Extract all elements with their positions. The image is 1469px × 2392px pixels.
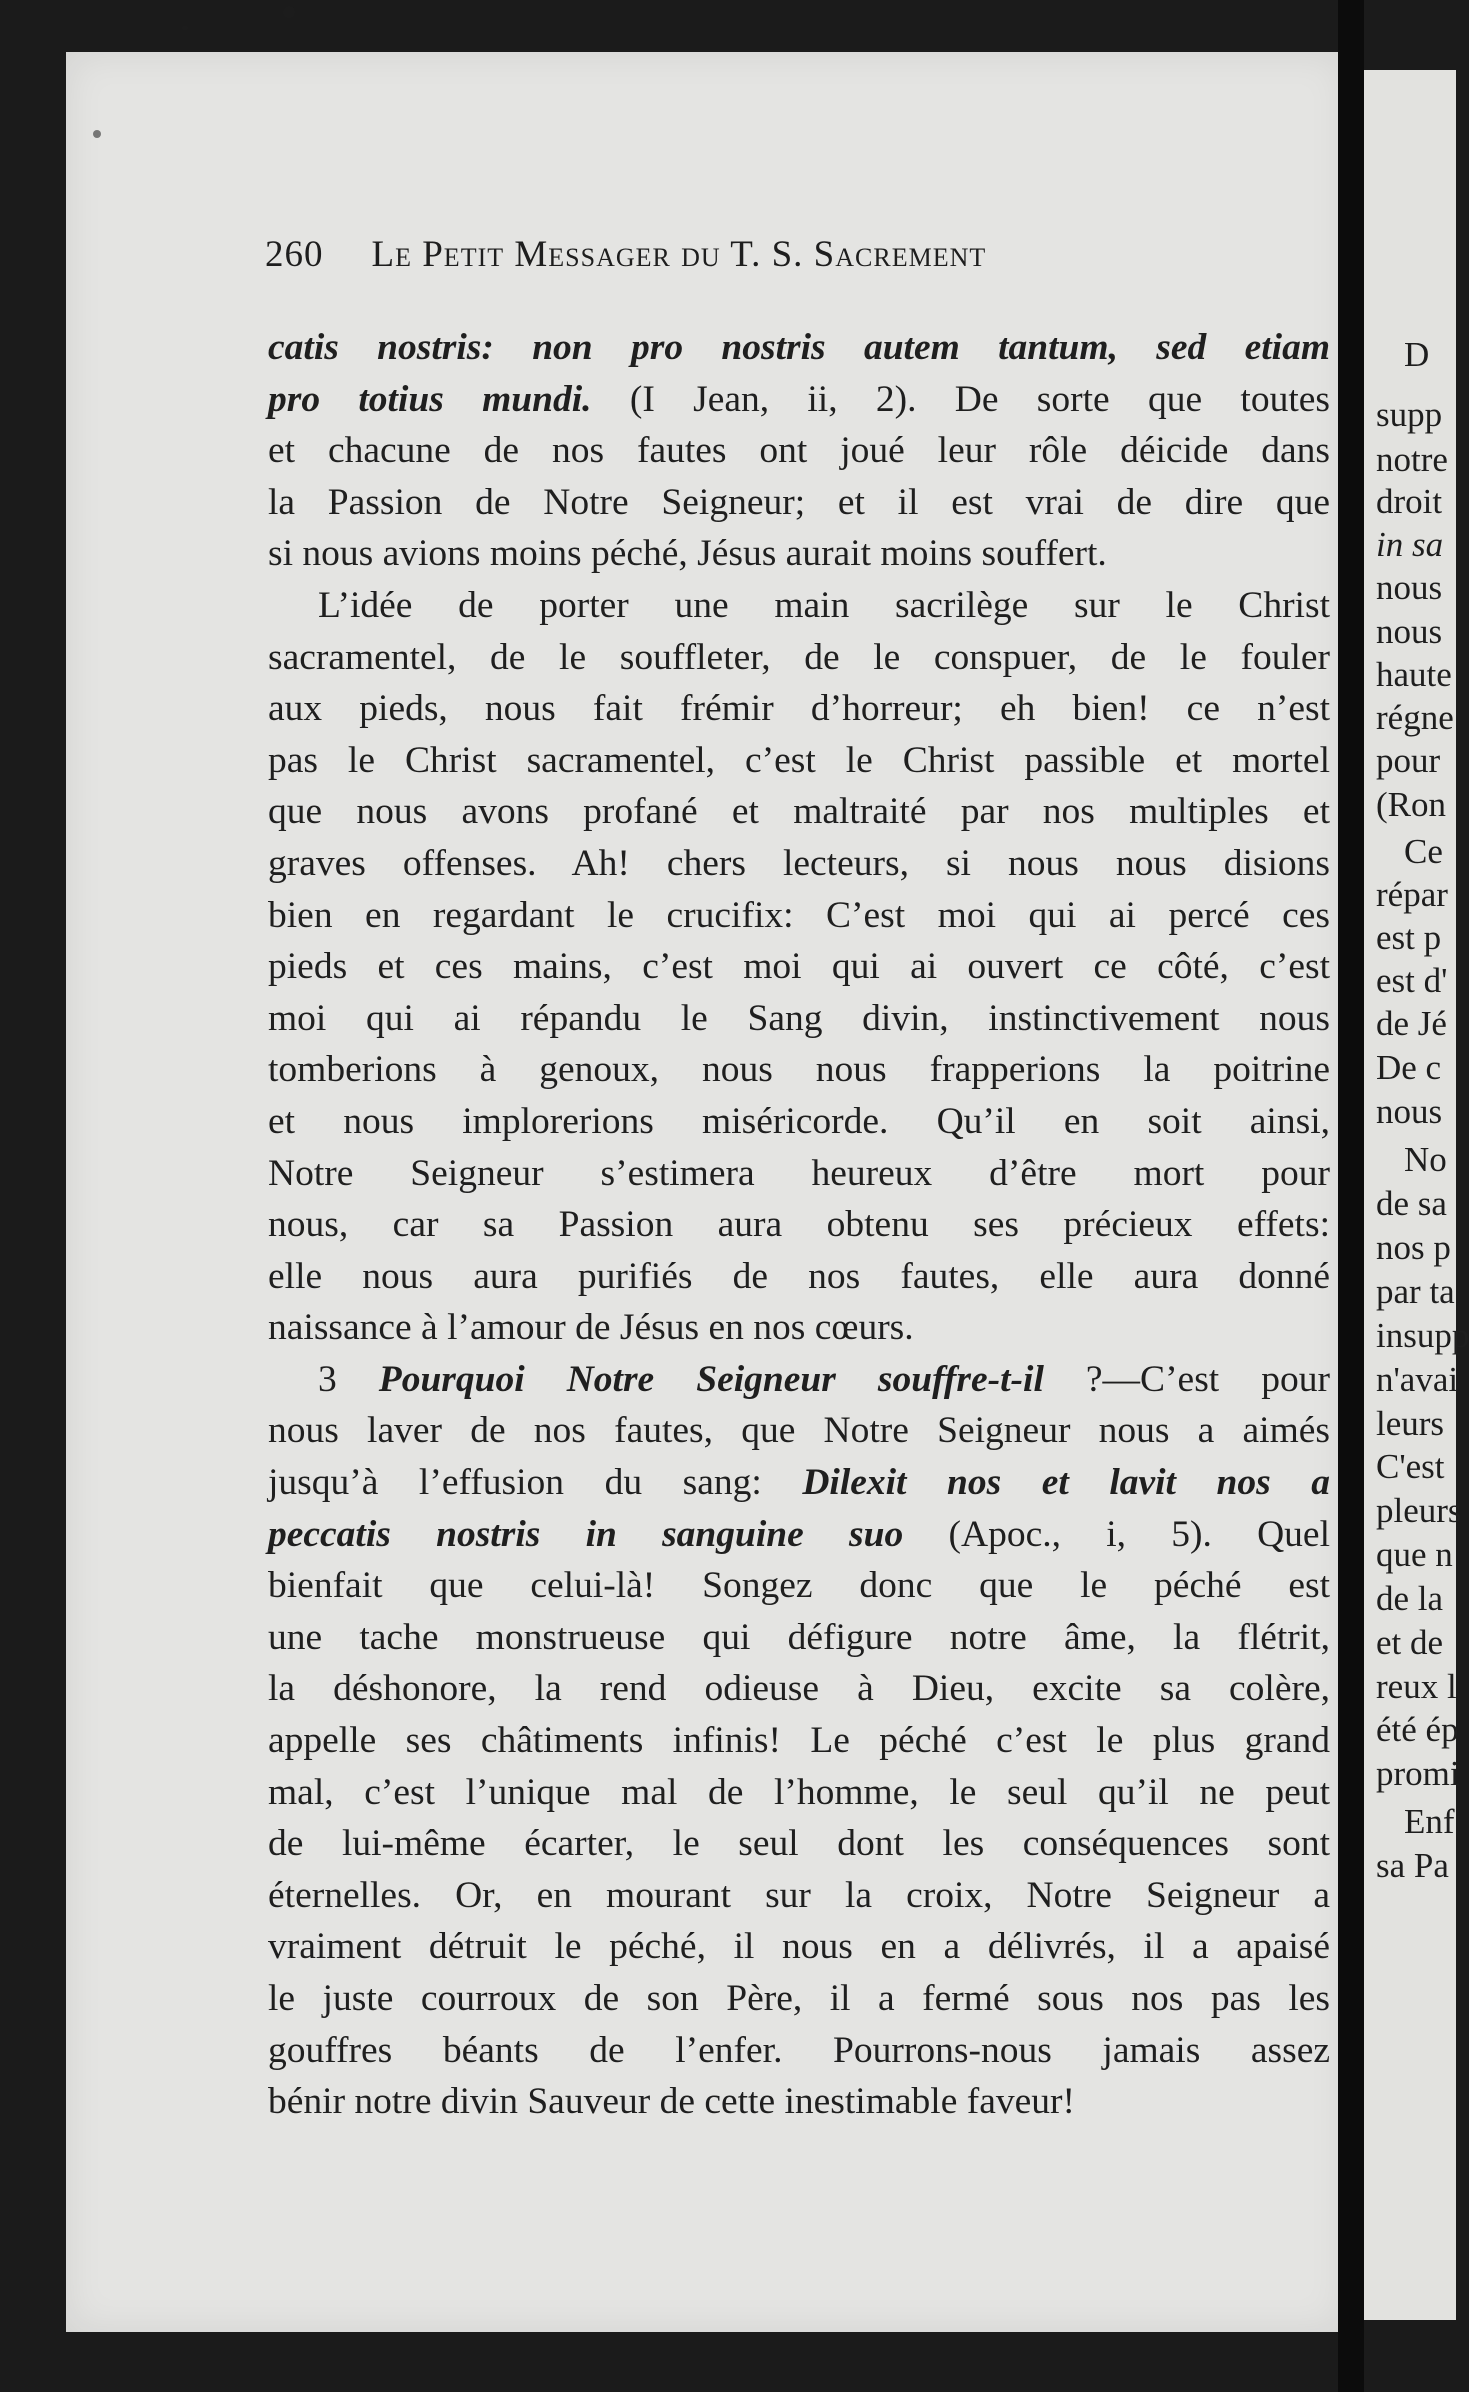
text-run: vraiment détruit le péché, il nous en a délivrés, il a apaisé xyxy=(268,1926,1330,1968)
facing-page-fragment: nous xyxy=(1376,568,1443,607)
italic-phrase: peccatis nostris in sanguine suo xyxy=(268,1513,904,1555)
facing-page-fragment: nous xyxy=(1376,612,1443,651)
facing-page-fragment: notre xyxy=(1376,440,1448,479)
text-line xyxy=(268,1354,1330,1406)
running-header xyxy=(265,233,986,276)
text-line xyxy=(268,1044,1330,1096)
facing-page-fragment: promi xyxy=(1376,1754,1460,1793)
facing-page-fragment: est d' xyxy=(1376,961,1448,1000)
ink-speck xyxy=(283,6,295,18)
facing-page-fragment: n'avai xyxy=(1376,1360,1459,1399)
facing-page-fragment: in sa xyxy=(1376,525,1444,564)
text-run: sacramentel, de le souffleter, de le conspuer, de le fouler xyxy=(268,636,1330,678)
text-run: naissance à l’amour de Jésus en nos cœurs. xyxy=(268,1307,914,1349)
ink-speck xyxy=(93,130,101,138)
text-line xyxy=(268,941,1330,993)
text-run: moi qui ai répandu le Sang divin, instinctivement nous xyxy=(268,997,1330,1039)
text-line xyxy=(268,1663,1330,1715)
facing-page-fragment: leurs xyxy=(1376,1404,1445,1443)
text-line xyxy=(268,735,1330,787)
facing-page-edge xyxy=(1364,70,1469,2320)
facing-page-fragment: Ce xyxy=(1404,832,1443,871)
text-line xyxy=(268,322,1330,374)
text-run: la déshonore, la rend odieuse à Dieu, excite sa colère, xyxy=(268,1668,1330,1710)
text-line xyxy=(268,425,1330,477)
facing-page-fragment: supp xyxy=(1376,395,1443,434)
text-line xyxy=(268,1921,1330,1973)
facing-page-fragment: de Jé xyxy=(1376,1004,1447,1043)
text-run: mal, c’est l’unique mal de l’homme, le seul qu’il ne peut xyxy=(268,1771,1330,1813)
text-run: pieds et ces mains, c’est moi qui ai ouvert ce côté, c’est xyxy=(268,946,1330,988)
text-run: jusqu’à l’effusion du sang: xyxy=(268,1462,803,1504)
text-run: et chacune de nos fautes ont joué leur rôle déicide dans xyxy=(268,430,1330,472)
text-line xyxy=(268,1251,1330,1303)
text-line xyxy=(268,1973,1330,2025)
text-line xyxy=(268,580,1330,632)
text-run: bienfait que celui-là! Songez donc que le péché est xyxy=(268,1565,1330,1607)
facing-page-fragment: sa Pa xyxy=(1376,1846,1449,1885)
text-run: elle nous aura purifiés de nos fautes, elle aura donné xyxy=(268,1255,1330,1297)
text-run: L’idée de porter une main sacrilège sur le Christ xyxy=(318,584,1330,626)
text-line xyxy=(268,683,1330,735)
text-line xyxy=(268,993,1330,1045)
italic-phrase: catis nostris: non pro nostris autem tantum, sed etiam xyxy=(268,327,1330,368)
text-run: gouffres béants de l’enfer. Pourrons-nous jamais assez xyxy=(268,2029,1330,2071)
facing-page-fragment: de sa xyxy=(1376,1184,1447,1223)
facing-page-fragment: pleurs xyxy=(1376,1491,1462,1530)
text-run: la Passion de Notre Seigneur; et il est vrai de dire que xyxy=(268,481,1330,523)
facing-page-fragment: que n xyxy=(1376,1535,1453,1574)
facing-page-fragment: C'est xyxy=(1376,1447,1445,1486)
text-run: (Apoc., i, 5). Quel xyxy=(903,1513,1330,1555)
text-run: le juste courroux de son Père, il a fermé sous nos pas les xyxy=(268,1978,1330,2019)
text-line xyxy=(268,528,1330,580)
facing-page-fragment: No xyxy=(1404,1140,1447,1179)
text-line xyxy=(268,1560,1330,1612)
text-line xyxy=(268,374,1330,426)
facing-page-fragment: nous xyxy=(1376,1092,1443,1131)
text-line xyxy=(268,1870,1330,1922)
facing-page-fragment: insupp xyxy=(1376,1316,1469,1355)
facing-page-fragment: D xyxy=(1404,335,1430,374)
text-run: appelle ses châtiments infinis! Le péché c’est le plus grand xyxy=(268,1720,1330,1762)
text-line xyxy=(268,477,1330,529)
facing-page-fragment: pour xyxy=(1376,741,1441,780)
text-run: et nous implorerions miséricorde. Qu’il en soit ainsi, xyxy=(268,1100,1330,1142)
text-line xyxy=(268,2025,1330,2077)
text-run: Notre Seigneur s’estimera heureux d’être mort pour xyxy=(268,1152,1330,1194)
text-run: pas le Christ sacramentel, c’est le Christ passible et mortel xyxy=(268,739,1330,781)
ink-speck xyxy=(182,25,188,31)
text-line xyxy=(268,1509,1330,1561)
text-run: que nous avons profané et maltraité par nos multiples et xyxy=(268,791,1330,833)
text-run: bien en regardant le crucifix: C’est moi qui ai percé ces xyxy=(268,894,1330,936)
text-run: éternelles. Or, en mourant sur la croix, Notre Seigneur a xyxy=(268,1874,1330,1916)
facing-page-fragment: régne xyxy=(1376,698,1454,737)
text-line xyxy=(268,1302,1330,1354)
facing-page-fragment: de la xyxy=(1376,1579,1444,1618)
text-run: aux pieds, nous fait frémir d’horreur; eh bien! ce n’est xyxy=(268,688,1330,730)
text-line xyxy=(268,890,1330,942)
text-run: ?—C’est pour xyxy=(1043,1358,1330,1400)
text-run: une tache monstrueuse qui défigure notre âme, la flétrit, xyxy=(268,1616,1330,1658)
book-gutter xyxy=(1338,0,1364,2392)
body-text xyxy=(268,322,1330,2128)
text-line xyxy=(268,632,1330,684)
text-line xyxy=(268,1767,1330,1819)
text-run: (I Jean, ii, 2). De sorte que toutes xyxy=(591,378,1330,420)
text-run: tomberions à genoux, nous nous frapperions la poitrine xyxy=(268,1049,1330,1091)
facing-page-fragment: est p xyxy=(1376,918,1442,957)
facing-page-fragment: été ép xyxy=(1376,1710,1459,1749)
text-run: graves offenses. Ah! chers lecteurs, si nous nous disions xyxy=(268,842,1330,884)
facing-page-fragment: et de xyxy=(1376,1623,1444,1662)
text-line xyxy=(268,1457,1330,1509)
facing-page-fragment: nos p xyxy=(1376,1228,1451,1267)
italic-phrase: pro totius mundi. xyxy=(268,378,592,420)
text-line xyxy=(268,1818,1330,1870)
text-line xyxy=(268,786,1330,838)
facing-page-fragment: Enf xyxy=(1404,1802,1455,1841)
text-line xyxy=(268,1715,1330,1767)
facing-page-fragment: par ta xyxy=(1376,1272,1455,1311)
text-line xyxy=(268,2076,1330,2128)
text-run: bénir notre divin Sauveur de cette inestimable faveur! xyxy=(268,2081,1075,2123)
text-line xyxy=(268,1405,1330,1457)
text-line xyxy=(268,1199,1330,1251)
facing-page-fragment: De c xyxy=(1376,1048,1442,1087)
facing-page-fragment: (Ron xyxy=(1376,785,1446,824)
text-line xyxy=(268,1096,1330,1148)
facing-page-fragment: répar xyxy=(1376,875,1448,914)
text-line xyxy=(268,838,1330,890)
text-line xyxy=(268,1612,1330,1664)
text-run: 3 xyxy=(318,1358,379,1400)
italic-phrase: Pourquoi Notre Seigneur souffre-t-il xyxy=(378,1358,1044,1400)
text-run: nous laver de nos fautes, que Notre Seigneur nous a aimés xyxy=(268,1410,1330,1452)
italic-phrase: Dilexit nos et lavit nos a xyxy=(802,1462,1330,1504)
facing-page-fragment: reux l xyxy=(1376,1667,1457,1706)
text-run: si nous avions moins péché, Jésus aurait moins souffert. xyxy=(268,533,1107,575)
facing-page-fragment: haute xyxy=(1376,655,1452,694)
text-run: nous, car sa Passion aura obtenu ses précieux effets: xyxy=(268,1204,1330,1246)
page-number: 260 xyxy=(265,234,324,275)
running-title: Le Petit Messager du T. S. Sacrement xyxy=(371,234,987,275)
text-line xyxy=(268,1148,1330,1200)
facing-page-fragment: droit xyxy=(1376,482,1443,521)
text-run: de lui-même écarter, le seul dont les conséquences sont xyxy=(268,1823,1330,1865)
